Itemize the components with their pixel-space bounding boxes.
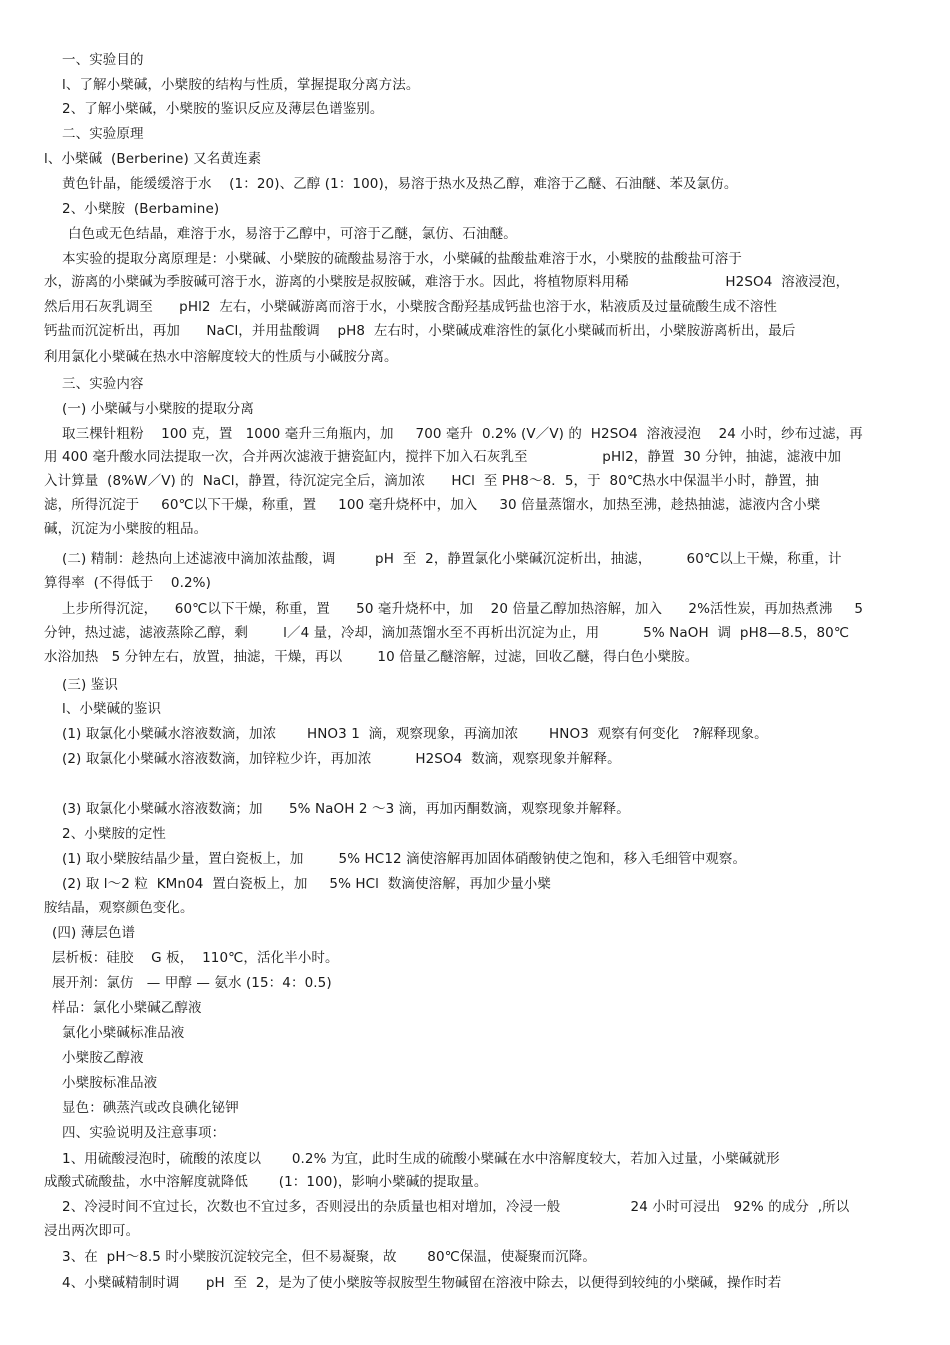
text-line: 胺结晶，观察颜色变化。 xyxy=(44,900,194,916)
text-line: 浸出两次即可。 xyxy=(44,1223,140,1239)
text-line: l、了解小檗碱，小檗胺的结构与性质，掌握提取分离方法。 xyxy=(62,77,420,93)
section-heading: 四、实验说明及注意事项： xyxy=(62,1125,226,1141)
text-line: 氯化小檗碱标准品液 xyxy=(62,1025,185,1041)
text-line: 白色或无色结晶，难溶于水，易溶于乙醇中，可溶于乙醚，氯仿、石油醚。 xyxy=(68,226,517,242)
section-heading: 一、实验目的 xyxy=(62,52,144,68)
subsection-heading: (一) 小檗碱与小檗胺的提取分离 xyxy=(62,401,254,417)
text-line: 1、用硫酸浸泡时，硫酸的浓度以 0.2% 为宜，此时生成的硫酸小檗碱在水中溶解度较大，若加入过量，小檗碱就形 xyxy=(62,1151,780,1167)
text-line: 算得率 (不得低于 0.2%) xyxy=(44,575,211,591)
text-line: l、小檗碱的鉴识 xyxy=(62,701,162,717)
text-line: 水，游离的小檗碱为季胺碱可溶于水，游离的小檗胺是叔胺碱，难溶于水。因此，将植物原料用稀 H2SO4 溶液浸泡， xyxy=(44,274,850,290)
text-line: 碱，沉淀为小檗胺的粗品。 xyxy=(44,521,208,537)
text-line: 滤，所得沉淀于 60℃以下干燥，称重，置 100 毫升烧杯中，加入 30 倍量蒸馏水，加热至沸，趁热抽滤，滤液内含小檗 xyxy=(44,497,821,513)
text-line: 4、小檗碱精制时调 pH 至 2，是为了使小檗胺等叔胺型生物碱留在溶液中除去，以便得到较纯的小檗碱，操作时若 xyxy=(62,1275,782,1291)
text-line: 用 400 毫升酸水同法提取一次，合并两次滤液于搪瓷缸内，搅拌下加入石灰乳至 pHl2，静置 30 分钟，抽滤，滤液中加 xyxy=(44,449,842,465)
text-line: 钙盐而沉淀析出，再加 NaCl，并用盐酸调 pH8 左右时，小檗碱成难溶性的氯化小檗碱而析出，小檗胺游离析出，最后 xyxy=(44,323,796,339)
text-line: 2、了解小檗碱，小檗胺的鉴识反应及薄层色谱鉴别。 xyxy=(62,101,384,117)
text-line: (二) 精制：趁热向上述滤液中滴加浓盐酸，调 pH 至 2，静置氯化小檗碱沉淀析出，抽滤， 60℃以上干燥，称重，计 xyxy=(62,551,842,567)
text-line: 水浴加热 5 分钟左右，放置，抽滤，干燥，再以 10 倍量乙醚溶解，过滤，回收乙醚，得白色小檗胺。 xyxy=(44,649,699,665)
text-line: (3) 取氯化小檗碱水溶液数滴；加 5% NaOH 2 ～3 滴，再加丙酮数滴，观察现象并解释。 xyxy=(62,801,630,817)
subsection-heading: (三) 鉴识 xyxy=(62,677,118,693)
text-line: 2、小檗胺的定性 xyxy=(62,826,166,842)
text-line: (2) 取 l～2 粒 KMn04 置白瓷板上，加 5% HCl 数滴使溶解，再加少量小檗 xyxy=(62,876,552,892)
text-line: 样品：氯化小檗碱乙醇液 xyxy=(52,1000,202,1016)
text-line: (1) 取氯化小檗碱水溶液数滴，加浓 HNO3 1 滴，观察现象，再滴加浓 HNO3 观察有何变化 ?解释现象。 xyxy=(62,726,768,742)
text-line: 2、小檗胺 (Berbamine) xyxy=(62,201,220,217)
text-line: 黄色针晶，能缓缓溶于水 (1：20)、乙醇 (1：100)，易溶于热水及热乙醇，难溶于乙醚、石油醚、苯及氯仿。 xyxy=(62,176,738,192)
text-line: (1) 取小檗胺结晶少量，置白瓷板上，加 5% HC12 滴使溶解再加固体硝酸钠使之饱和，移入毛细管中观察。 xyxy=(62,851,747,867)
text-line: 本实验的提取分离原理是：小檗碱、小檗胺的硫酸盐易溶于水，小檗碱的盐酸盐难溶于水，小檗胺的盐酸盐可溶于 xyxy=(62,251,742,267)
text-line: 然后用石灰乳调至 pHl2 左右，小檗碱游离而溶于水，小檗胺含酚羟基成钙盐也溶于水，粘液质及过量硫酸生成不溶性 xyxy=(44,299,777,315)
text-line: 小檗胺标准品液 xyxy=(62,1075,158,1091)
text-line: l、小檗碱 (Berberine) 又名黄连素 xyxy=(44,151,262,167)
text-line: 小檗胺乙醇液 xyxy=(62,1050,144,1066)
text-line: 成酸式硫酸盐，水中溶解度就降低 (1：100)，影响小檗碱的提取量。 xyxy=(44,1174,488,1190)
text-line: 利用氯化小檗碱在热水中溶解度较大的性质与小碱胺分离。 xyxy=(44,349,398,365)
text-line: 3、在 pH～8.5 时小檗胺沉淀较完全，但不易凝聚，故 80℃保温，使凝聚而沉降。 xyxy=(62,1249,596,1265)
text-line: 上步所得沉淀， 60℃以下干燥，称重，置 50 毫升烧杯中，加 20 倍量乙醇加热溶解，加入 2%活性炭，再加热煮沸 5 xyxy=(62,601,864,617)
text-line: 入计算量 (8%W／V) 的 NaCl，静置，待沉淀完全后，滴加浓 HCl 至 PH8～8．5，于 80℃热水中保温半小时，静置，抽 xyxy=(44,473,819,489)
text-line: 展开剂：氯仿 — 甲醇 — 氨水 (15：4：0.5) xyxy=(52,975,332,991)
text-line: (2) 取氯化小檗碱水溶液数滴，加锌粒少许，再加浓 H2SO4 数滴，观察现象并解释。 xyxy=(62,751,621,767)
text-line: 显色：碘蒸汽或改良碘化铋钾 xyxy=(62,1100,239,1116)
section-heading: 二、实验原理 xyxy=(62,126,144,142)
subsection-heading: (四) 薄层色谱 xyxy=(52,925,136,941)
text-line: 取三棵针粗粉 100 克，置 1000 毫升三角瓶内，加 700 毫升 0.2% (V／V) 的 H2SO4 溶液浸泡 24 小时，纱布过滤，再 xyxy=(62,426,863,442)
text-line: 分钟，热过滤，滤液蒸除乙醇，剩 l／4 量，冷却，滴加蒸馏水至不再析出沉淀为止，用 5% NaOH 调 pH8—8.5，80℃ xyxy=(44,625,850,641)
text-line: 2、冷浸时间不宜过长，次数也不宜过多，否则浸出的杂质量也相对增加，冷浸一般 24 小时可浸出 92% 的成分 ,所以 xyxy=(62,1199,850,1215)
section-heading: 三、实验内容 xyxy=(62,376,144,392)
text-line: 层析板：硅胶 G 板， 110℃，活化半小时。 xyxy=(52,950,339,966)
